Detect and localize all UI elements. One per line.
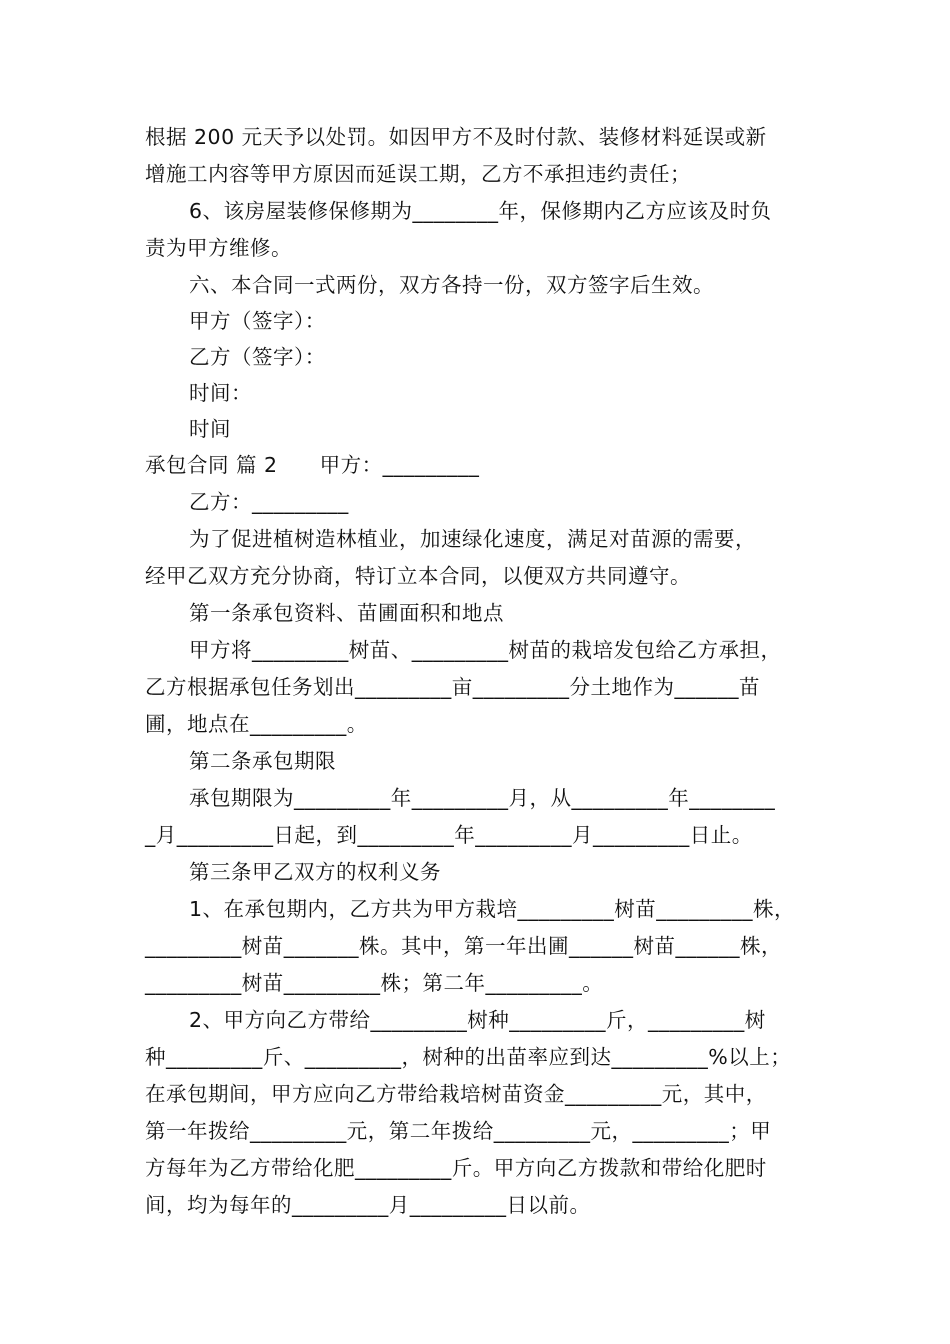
text-line: 六、本合同一式两份，双方各持一份，双方签字后生效。 (189, 273, 714, 297)
text-line: _________树苗_______株。其中，第一年出圃______树苗______株， (145, 934, 782, 958)
text-line: 在承包期间，甲方应向乙方带给栽培树苗资金_________元，其中， (145, 1082, 767, 1106)
section-heading: 承包合同 篇 2 甲方：_________ (145, 453, 480, 477)
text-line: 乙方：_________ (189, 490, 349, 514)
text-line: 甲方将_________树苗、_________树苗的栽培发包给乙方承担， (189, 638, 782, 662)
text-line: 间，均为每年的_________月_________日以前。 (145, 1193, 591, 1217)
article-heading: 第三条甲乙双方的权利义务 (189, 860, 441, 884)
text-line: 根据 200 元天予以处罚。如因甲方不及时付款、装修材料延误或新 (145, 125, 767, 149)
text-line: 方每年为乙方带给化肥_________斤。甲方向乙方拨款和带给化肥时 (145, 1156, 767, 1180)
date-label: 时间 (189, 417, 231, 441)
signature-label-party-a: 甲方（签字）： (189, 309, 326, 333)
text-line: 增施工内容等甲方原因而延误工期，乙方不承担违约责任； (145, 162, 691, 186)
text-line: _月_________日起，到_________年_________月_________日止。 (145, 823, 753, 847)
text-line: 6、该房屋装修保修期为________年，保修期内乙方应该及时负 (189, 199, 772, 223)
text-line: 为了促进植树造林植业，加速绿化速度，满足对苗源的需要， (189, 527, 756, 551)
date-label: 时间： (189, 381, 252, 405)
text-line: 经甲乙双方充分协商，特订立本合同，以便双方共同遵守。 (145, 564, 691, 588)
article-heading: 第一条承包资料、苗圃面积和地点 (189, 601, 504, 625)
text-line: 第一年拨给_________元，第二年拨给_________元，_________；甲 (145, 1119, 772, 1143)
article-heading: 第二条承包期限 (189, 749, 336, 773)
text-line: 2、甲方向乙方带给_________树种_________斤，_________树 (189, 1008, 766, 1032)
text-line: _________树苗_________株；第二年_________。 (145, 971, 604, 995)
text-line: 圃，地点在_________。 (145, 712, 368, 736)
text-line: 1、在承包期内，乙方共为甲方栽培_________树苗_________株， (189, 897, 796, 921)
signature-label-party-b: 乙方（签字）： (189, 345, 326, 369)
text-line: 承包期限为_________年_________月，从_________年________ (189, 786, 776, 810)
text-line: 乙方根据承包任务划出_________亩_________分土地作为______苗 (145, 675, 760, 699)
text-line: 种_________斤、_________，树种的出苗率应到达_________%以上； (145, 1045, 792, 1069)
text-line: 责为甲方维修。 (145, 236, 292, 260)
